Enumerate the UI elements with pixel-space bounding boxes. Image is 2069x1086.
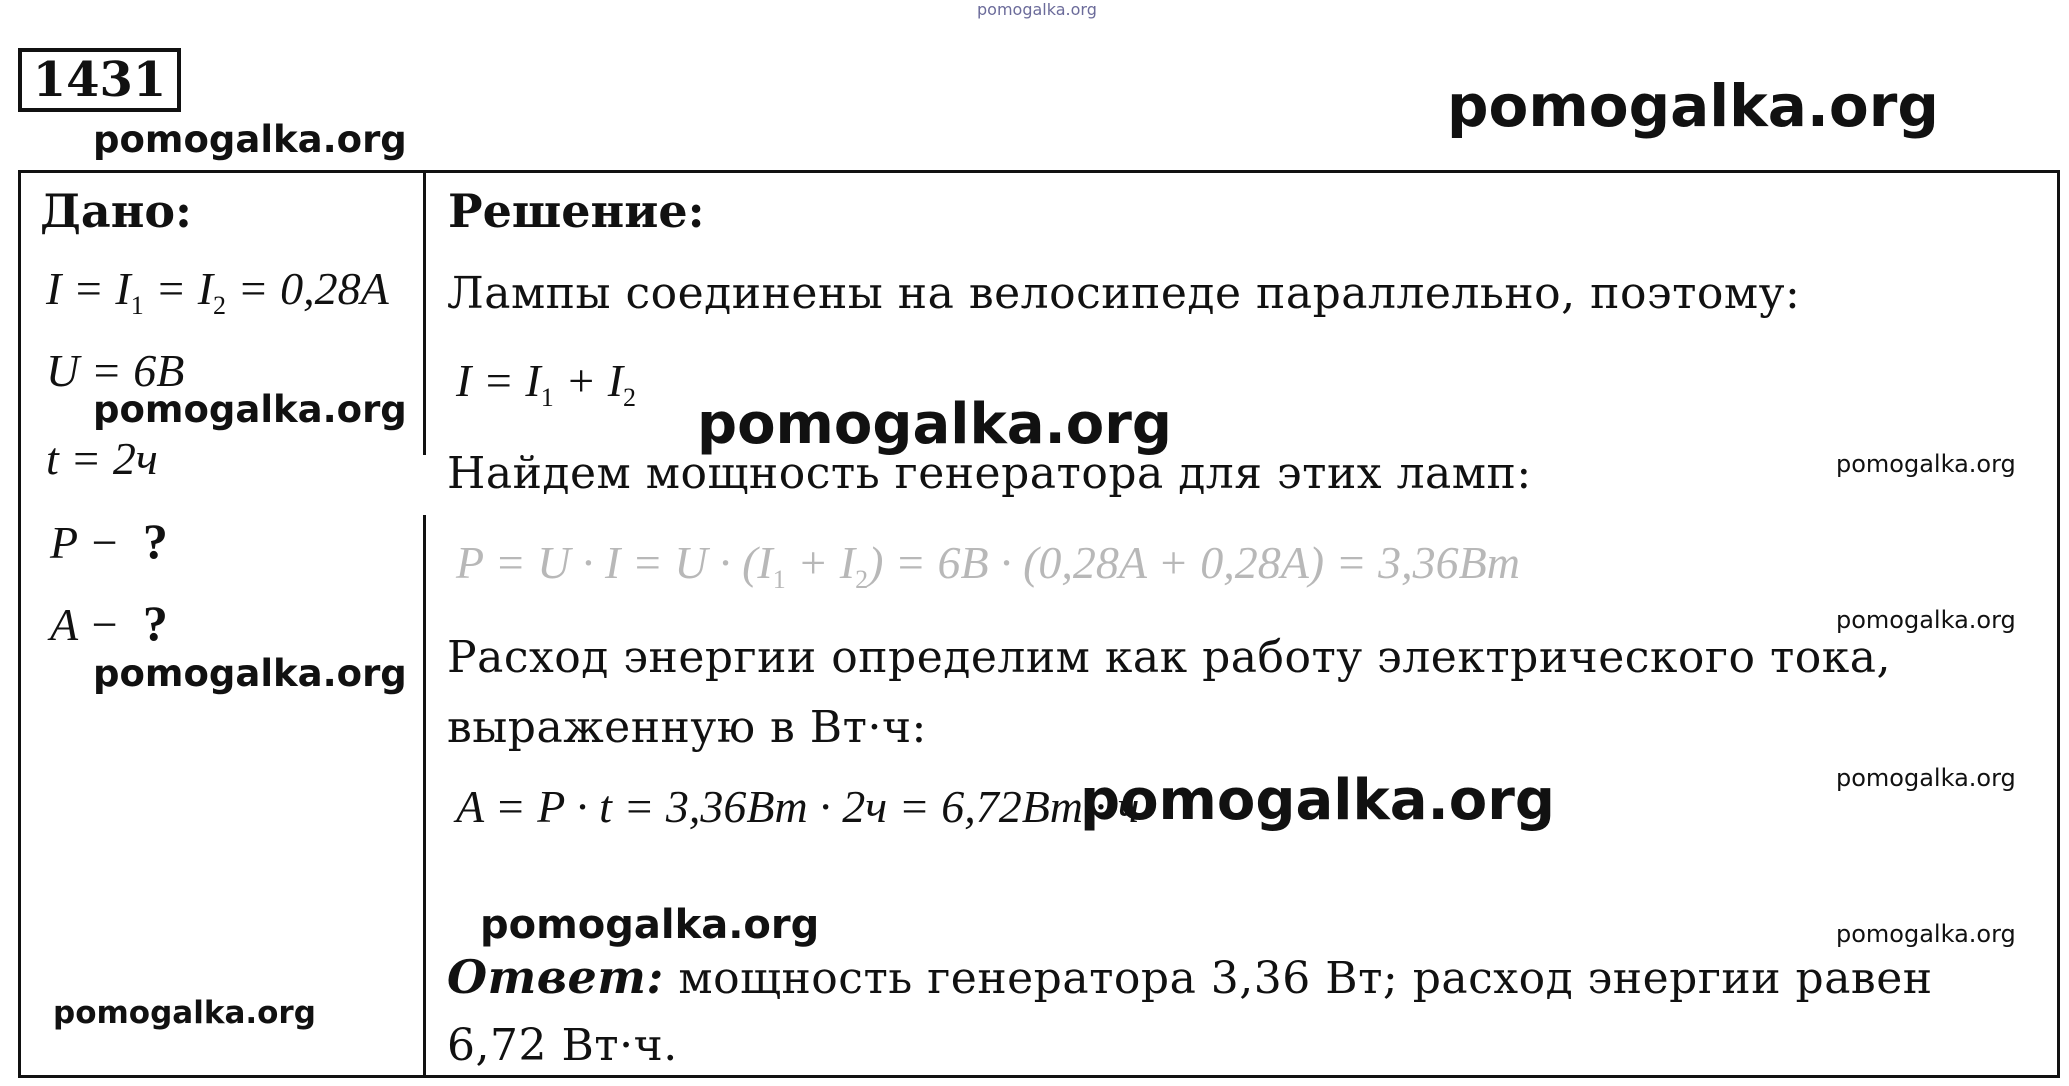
formula-current-sum: $I = I_1 + I_2$ xyxy=(456,355,637,413)
watermark-right-4: pomogalka.org xyxy=(1836,920,2016,948)
answer-line-2: 6,72 Вт·ч. xyxy=(447,1020,678,1071)
column-divider xyxy=(423,170,426,1078)
answer-line-1: Ответ: мощность генератора 3,36 Вт; расход энергии равен xyxy=(447,950,1933,1004)
given-find-power: P − ? xyxy=(50,513,168,569)
watermark-left-low: pomogalka.org xyxy=(93,652,407,695)
solution-line-parallel: Лампы соединены на велосипеде параллельно, поэтому: xyxy=(447,268,1801,319)
watermark-left-mid: pomogalka.org xyxy=(93,388,407,431)
watermark-formula: pomogalka.org xyxy=(1080,768,1555,833)
watermark-left-top: pomogalka.org xyxy=(93,118,407,161)
divider-gap xyxy=(421,455,429,515)
watermark-right-1: pomogalka.org xyxy=(1836,450,2016,478)
solution-line-energy: Расход энергии определим как работу электрического тока, xyxy=(447,632,1891,683)
watermark-center: pomogalka.org xyxy=(697,392,1172,457)
watermark-left-corner: pomogalka.org xyxy=(53,995,316,1031)
given-find-work: A − ? xyxy=(50,595,168,651)
watermark-right-top: pomogalka.org xyxy=(1447,72,1939,140)
watermark-right-2: pomogalka.org xyxy=(1836,606,2016,634)
watermark-bottom: pomogalka.org xyxy=(480,902,820,948)
solution-line-power: Найдем мощность генератора для этих ламп: xyxy=(447,448,1532,499)
problem-number: 1431 xyxy=(18,48,181,112)
given-time: t = 2ч xyxy=(46,433,158,484)
formula-power: $P = U \cdot I = U \cdot (I_1 + I_2) = 6B \cdot (0,28A + 0,28A) = 3,36Bm$ xyxy=(456,537,1520,595)
given-voltage: U = 6B xyxy=(46,345,185,396)
solution-line-units: выраженную в Вт·ч: xyxy=(447,702,927,753)
answer-label: Ответ: xyxy=(447,950,664,1004)
given-heading: Дано: xyxy=(40,184,193,238)
given-current: $I = I_1 = I_2 = 0,28A$ xyxy=(46,263,389,321)
formula-work: A = P · t = 3,36Bm · 2ч = 6,72Bm · ч xyxy=(456,781,1140,832)
top-watermark: pomogalka.org xyxy=(977,0,1097,19)
watermark-right-3: pomogalka.org xyxy=(1836,764,2016,792)
solution-heading: Решение: xyxy=(448,184,705,238)
